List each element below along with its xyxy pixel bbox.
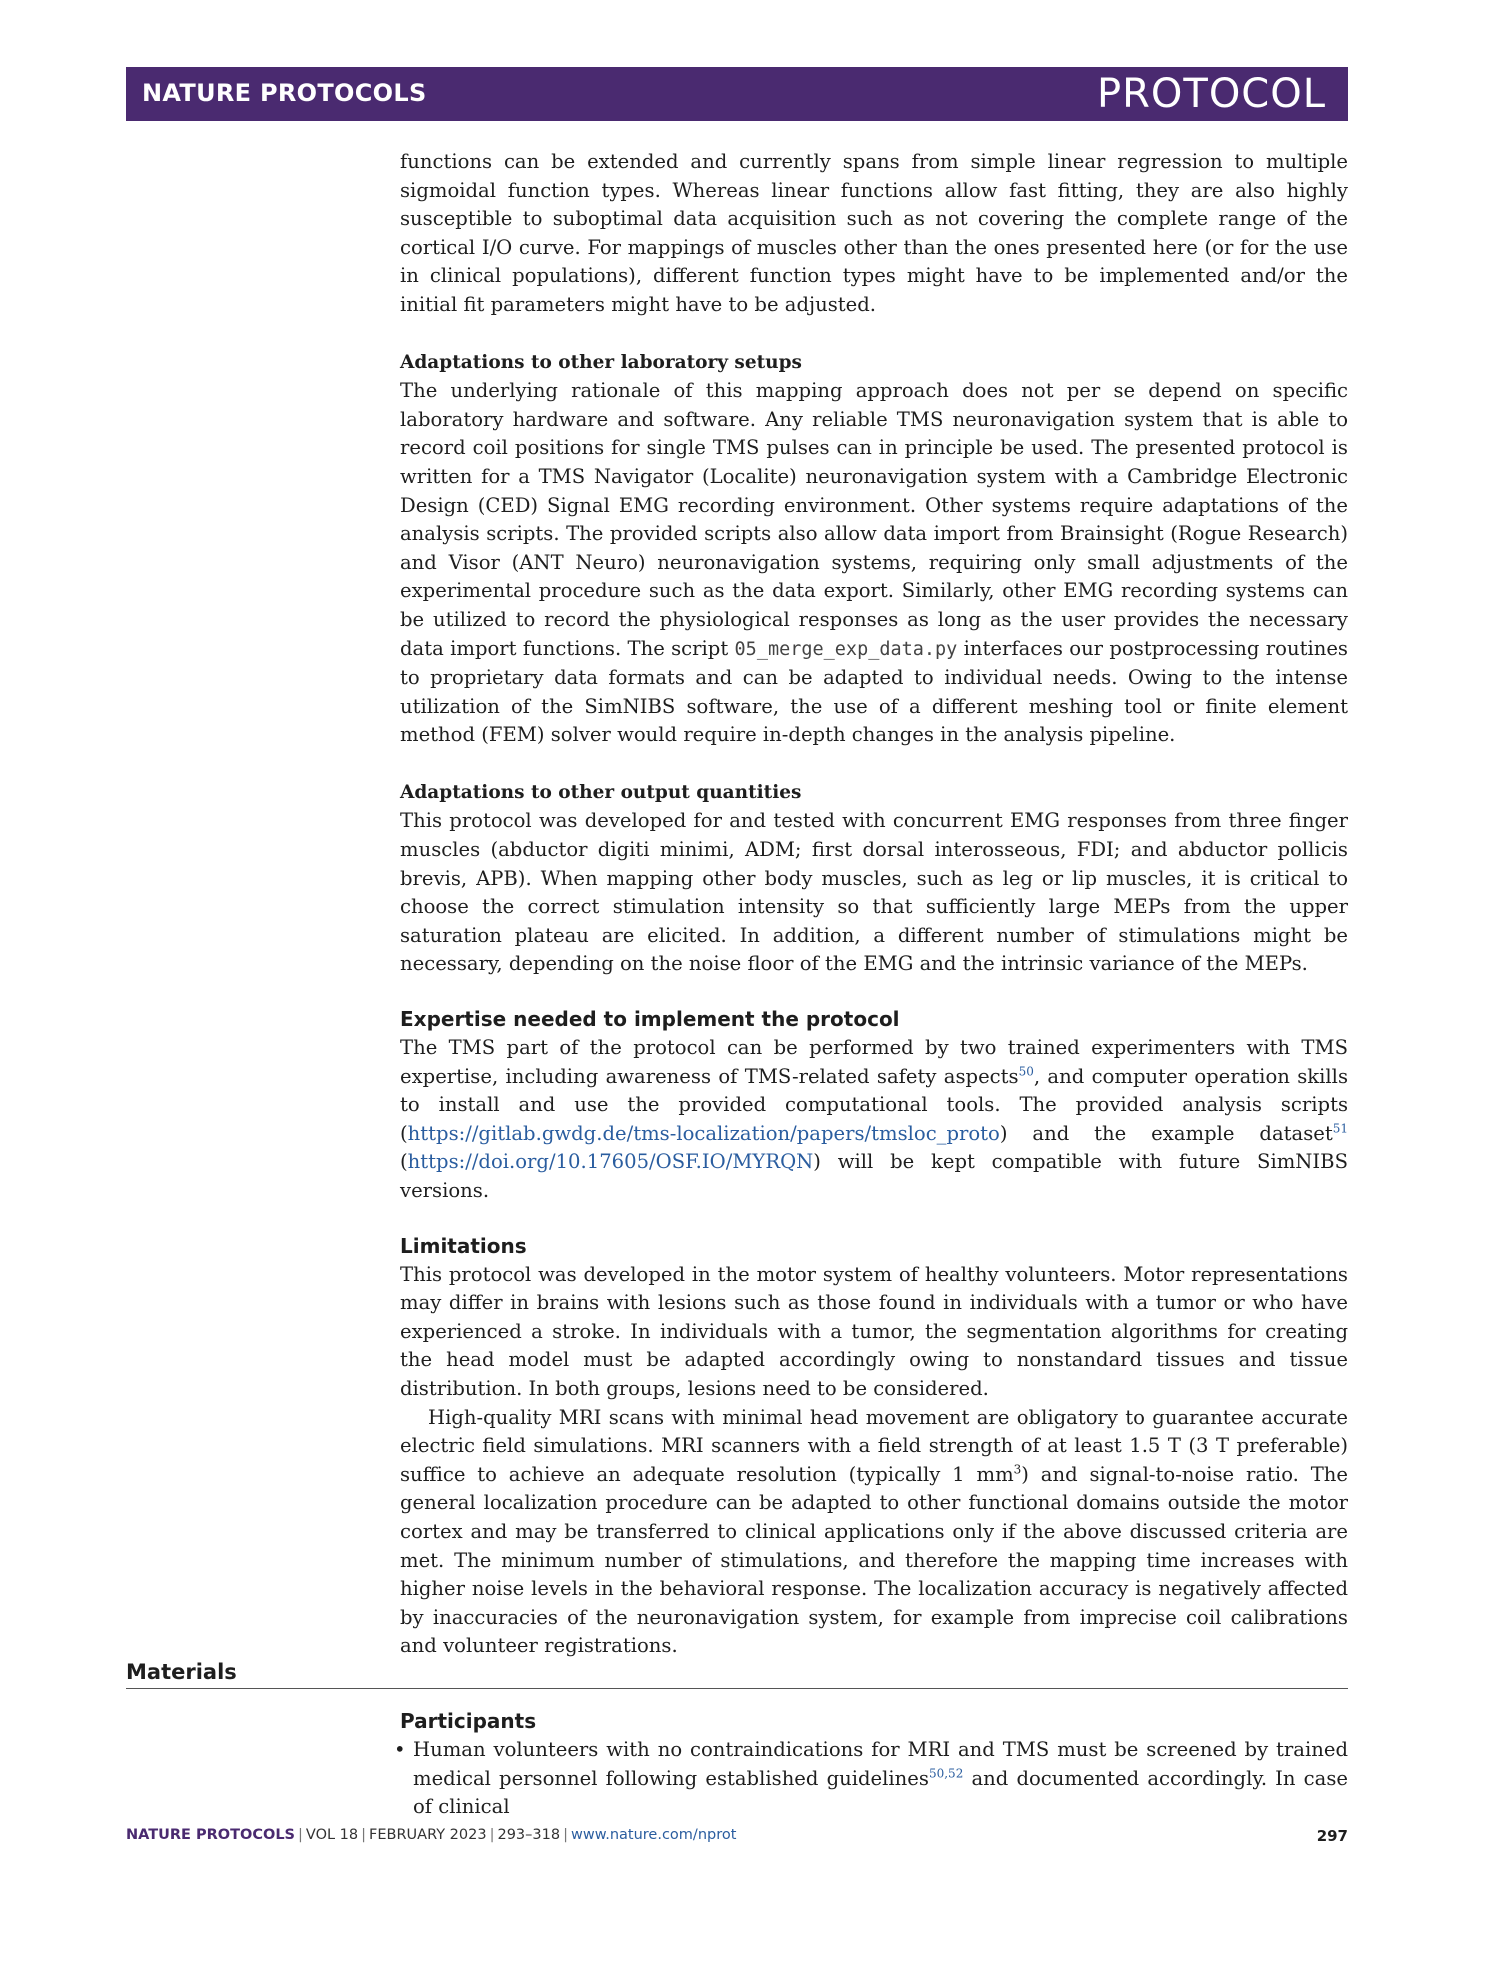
script-name-code: 05_merge_exp_data.py xyxy=(734,638,958,660)
output-quantities-paragraph: This protocol was developed for and tested with concurrent EMG responses from three finger muscles (abductor digiti minimi, ADM; first dorsal interosseous, FDI; and abductor pollicis brevis, APB). When mapping other body muscles, such as leg or lip muscles, it is critical to choose the correct stimulation intensity so that sufficiently large MEPs from the upper saturation plateau are elicited. In addition, a different number of stimulations might be necessary, depending on the noise floor of the EMG and the intrinsic variance of the MEPs. xyxy=(400,809,1348,976)
participants-section xyxy=(394,1707,1348,1822)
footer-issue: FEBRUARY 2023 xyxy=(369,1827,487,1843)
limitations-paragraph-2: High-quality MRI scans with minimal head movement are obligatory to guarantee accurate electric field simulations. MRI scanners with a field strength of at least 1.5 T (3 T preferable) suffice to achieve an adequate resolution (typically 1 $mm^3$) and signal-to-noise ratio. The general localization procedure can be adapted to other functional domains outside the motor cortex and may be transferred to clinical applications only if the above discussed criteria are met. The minimum number of stimulations, and therefore the mapping time increases with higher noise levels in the behavioral response. The localization accuracy is negatively affected by inaccuracies of the neuronavigation system, for example from imprecise coil calibrations and volunteer registrations. xyxy=(400,1405,1349,1658)
lab-setups-paragraph: The underlying rationale of this mapping approach does not per se depend on specific laboratory hardware and software. Any reliable TMS neuronavigation system that is able to record coil positions for single TMS pulses can in principle be used. The presented protocol is written for a TMS Navigator (Localite) neuronavigation system with a Cambridge Electronic Design (CED) Signal EMG recording environment. Other systems require adaptations of the analysis scripts. The provided scripts also allow data import from Brainsight (Rogue Research) and Visor (ANT Neuro) neuronavigation systems, requiring only small adjustments of the experimental procedure such as the data export. Similarly, other EMG recording systems can be utilized to record the physiological responses as long as the user provides the necessary data import functions. The script 05_merge_exp_data.py interfaces our postprocessing routines to proprietary data formats and can be adapted to individual needs. Owing to the intense utilization of the SimNIBS software, the use of a different meshing tool or finite element method (FEM) solver would require in-depth changes in the analysis pipeline. xyxy=(400,379,1348,747)
ref-50[interactable]: 50 xyxy=(1018,1064,1034,1079)
header-bar xyxy=(126,67,1348,121)
lab-setups-heading: Adaptations to other laboratory setups xyxy=(400,351,802,373)
materials-heading: Materials xyxy=(126,1660,1348,1689)
journal-name: NATURE PROTOCOLS xyxy=(142,79,427,107)
page-footer: NATURE PROTOCOLS | VOL 18 | FEBRUARY 2023 | 293–318 | www.nature.com/nprot 297 xyxy=(126,1827,1348,1845)
limitations-paragraph-1: This protocol was developed in the motor system of healthy volunteers. Motor representations may differ in brains with lesions such as those found in individuals with a tumor or who have experienced a stroke. In individuals with a tumor, the segmentation algorithms for creating the head model must be adapted accordingly owing to nonstandard tissues and tissue distribution. In both groups, lesions need to be considered. xyxy=(400,1262,1348,1400)
expertise-paragraph: The TMS part of the protocol can be performed by two trained experimenters with TMS expertise, including awareness of TMS-related safety aspects$^{50}$, and computer operation skills to install and use the provided computational tools. The provided analysis scripts (https://gitlab.gwdg.de/tms-localization/papers/tmsloc_proto) and the example dataset$^{51}$ (https://doi.org/10.17605/OSF.IO/MYRQN) will be kept compatible with future SimNIBS versions. xyxy=(400,1036,1348,1202)
ref-50-52[interactable]: 50,52 xyxy=(928,1766,964,1781)
bullet-icon: • xyxy=(394,1738,406,1761)
body-column xyxy=(400,148,1348,1661)
gitlab-link[interactable]: https://gitlab.gwdg.de/tms-localization/papers/tmsloc_proto xyxy=(407,1121,1000,1145)
participants-heading: Participants xyxy=(400,1709,537,1733)
limitations-heading: Limitations xyxy=(400,1233,527,1258)
page-number: 297 xyxy=(1316,1827,1348,1845)
footer-volume: VOL 18 xyxy=(305,1827,359,1843)
section-type: PROTOCOL xyxy=(1096,71,1326,117)
intro-paragraph: functions can be extended and currently spans from simple linear regression to multiple sigmoidal function types. Whereas linear functions allow fast fitting, they are also highly susceptible to suboptimal data acquisition such as not covering the complete range of the cortical I/O curve. For mappings of muscles other than the ones presented here (or for the use in clinical populations), different function types might have to be implemented and/or the initial fit parameters might have to be adjusted. xyxy=(400,150,1348,316)
expertise-heading: Expertise needed to implement the protocol xyxy=(400,1007,900,1032)
list-item: • Human volunteers with no contraindications for MRI and TMS must be screened by trained medical personnel following established guidelines$^{50,52}$ and documented accordingly. In case of clinical xyxy=(394,1738,1348,1819)
footer-journal: NATURE PROTOCOLS xyxy=(126,1827,296,1843)
footer-url[interactable]: www.nature.com/nprot xyxy=(570,1827,737,1843)
doi-link[interactable]: https://doi.org/10.17605/OSF.IO/MYRQN xyxy=(407,1150,814,1174)
output-quantities-heading: Adaptations to other output quantities xyxy=(400,781,802,803)
footer-pages: 293–318 xyxy=(497,1827,561,1843)
ref-51[interactable]: 51 xyxy=(1332,1121,1348,1136)
